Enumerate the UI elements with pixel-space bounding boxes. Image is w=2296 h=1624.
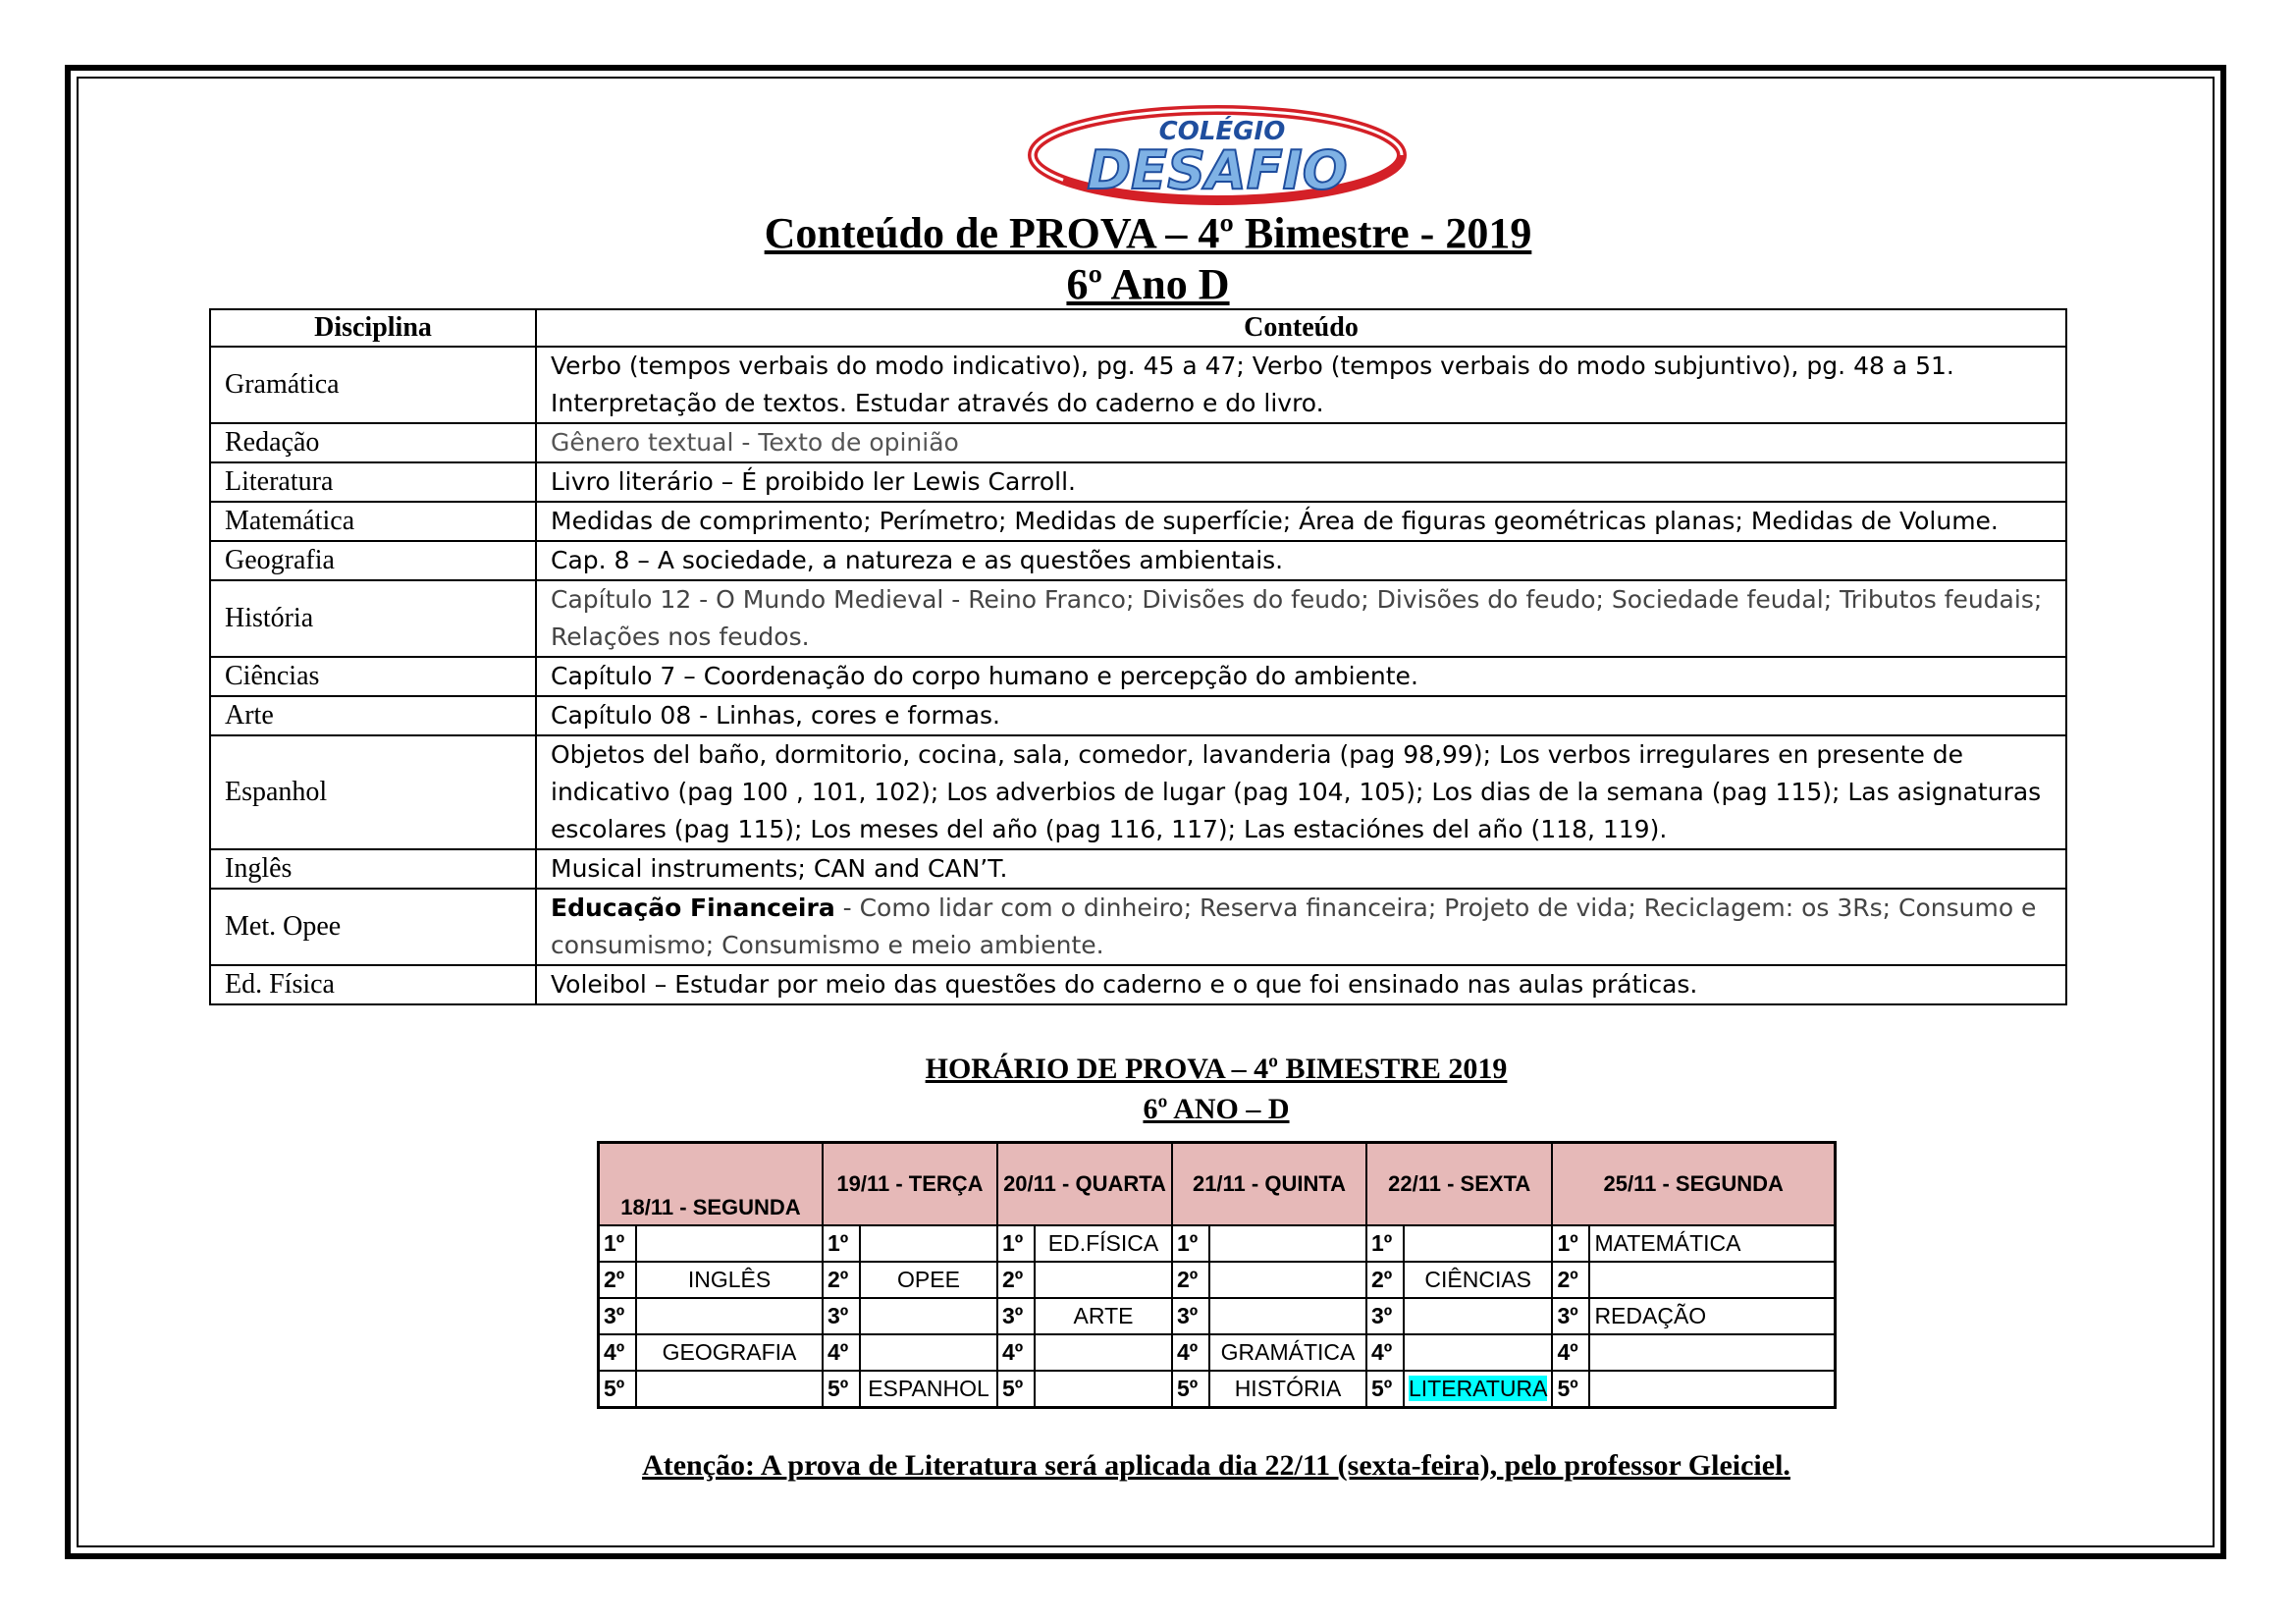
- day-header: 18/11 - SEGUNDA: [599, 1143, 824, 1226]
- schedule-row: [599, 1298, 1836, 1334]
- period-label: 4º: [1172, 1334, 1209, 1371]
- period-label: 5º: [1172, 1371, 1209, 1408]
- schedule-cell: GEOGRAFIA: [636, 1334, 823, 1371]
- discipline-content: Objetos del baño, dormitorio, cocina, sala, comedor, lavanderia (pag 98,99); Los verbos irregulares en presente de indicativo (pag 100 , 101, 102); Los adverbios de lugar (pag 104, 105); Los dias de la semana (pag 115); Las asignaturas escolares (pag 115); Los meses del año (pag 116, 117); Las estaciónes del año (118, 119).: [536, 735, 2066, 849]
- discipline-content: Verbo (tempos verbais do modo indicativo), pg. 45 a 47; Verbo (tempos verbais do modo subjuntivo), pg. 48 a 51. Interpretação de textos. Estudar através do caderno e do livro.: [536, 347, 2066, 423]
- content-table-header: [210, 309, 2066, 347]
- table-row: [210, 580, 2066, 657]
- schedule-cell: [1209, 1225, 1366, 1262]
- period-label: 4º: [599, 1334, 637, 1371]
- day-header: 25/11 - SEGUNDA: [1552, 1143, 1835, 1226]
- school-logo: [1026, 98, 1409, 206]
- discipline-content: Gênero textual - Texto de opinião: [536, 423, 2066, 462]
- schedule-cell: [1209, 1262, 1366, 1298]
- period-label: 3º: [1552, 1298, 1589, 1334]
- table-row: [210, 347, 2066, 423]
- period-label: 3º: [1366, 1298, 1404, 1334]
- period-label: 4º: [1552, 1334, 1589, 1371]
- period-label: 1º: [1552, 1225, 1589, 1262]
- header-conteudo: Conteúdo: [536, 309, 2066, 347]
- discipline-content: Medidas de comprimento; Perímetro; Medidas de superfície; Área de figuras geométricas planas; Medidas de Volume.: [536, 502, 2066, 541]
- discipline-name: Met. Opee: [210, 889, 536, 965]
- discipline-name: Matemática: [210, 502, 536, 541]
- schedule-cell: [1404, 1334, 1552, 1371]
- period-label: 3º: [599, 1298, 637, 1334]
- table-row: [210, 849, 2066, 889]
- discipline-content: Livro literário – É proibido ler Lewis Carroll.: [536, 462, 2066, 502]
- page-subtitle: 6º Ano D: [1066, 260, 1230, 308]
- period-label: 5º: [1552, 1371, 1589, 1408]
- schedule-subtitle: 6º ANO – D: [1143, 1093, 1290, 1125]
- schedule-cell: ESPANHOL: [860, 1371, 997, 1408]
- schedule-cell: [1209, 1298, 1366, 1334]
- table-row: [210, 965, 2066, 1004]
- discipline-content: Capítulo 7 – Coordenação do corpo humano e percepção do ambiente.: [536, 657, 2066, 696]
- schedule-cell: GRAMÁTICA: [1209, 1334, 1366, 1371]
- period-label: 5º: [823, 1371, 860, 1408]
- period-label: 4º: [997, 1334, 1035, 1371]
- schedule-table: [597, 1141, 1837, 1409]
- period-label: 1º: [823, 1225, 860, 1262]
- schedule-title: HORÁRIO DE PROVA – 4º BIMESTRE 2019: [925, 1053, 1508, 1085]
- discipline-name: Ciências: [210, 657, 536, 696]
- period-label: 5º: [599, 1371, 637, 1408]
- period-label: 4º: [1366, 1334, 1404, 1371]
- schedule-cell: INGLÊS: [636, 1262, 823, 1298]
- svg-text:COLÉGIO: COLÉGIO: [1158, 117, 1286, 146]
- period-label: 1º: [1172, 1225, 1209, 1262]
- schedule-cell: [1589, 1334, 1835, 1371]
- schedule-row: [599, 1262, 1836, 1298]
- schedule-row: [599, 1371, 1836, 1408]
- schedule-cell: [1035, 1371, 1172, 1408]
- day-header: 21/11 - QUINTA: [1172, 1143, 1366, 1226]
- table-row: [210, 696, 2066, 735]
- schedule-cell: [636, 1371, 823, 1408]
- day-header: 20/11 - QUARTA: [997, 1143, 1172, 1226]
- discipline-name: Inglês: [210, 849, 536, 889]
- schedule-cell: CIÊNCIAS: [1404, 1262, 1552, 1298]
- period-label: 3º: [997, 1298, 1035, 1334]
- schedule-cell: [1035, 1262, 1172, 1298]
- schedule-cell: REDAÇÃO: [1589, 1298, 1835, 1334]
- period-label: 1º: [997, 1225, 1035, 1262]
- schedule-cell: [860, 1225, 997, 1262]
- schedule-cell: [860, 1334, 997, 1371]
- discipline-name: Literatura: [210, 462, 536, 502]
- schedule-row: [599, 1225, 1836, 1262]
- schedule-row: [599, 1334, 1836, 1371]
- attention-note: Atenção: A prova de Literatura será aplicada dia 22/11 (sexta-feira), pelo professor Gleiciel.: [642, 1449, 1790, 1482]
- period-label: 2º: [599, 1262, 637, 1298]
- schedule-cell: [1589, 1262, 1835, 1298]
- discipline-name: Espanhol: [210, 735, 536, 849]
- table-row: [210, 657, 2066, 696]
- discipline-content: Cap. 8 – A sociedade, a natureza e as questões ambientais.: [536, 541, 2066, 580]
- period-label: 5º: [997, 1371, 1035, 1408]
- discipline-name: Gramática: [210, 347, 536, 423]
- table-row: [210, 423, 2066, 462]
- table-row: [210, 502, 2066, 541]
- period-label: 3º: [823, 1298, 860, 1334]
- discipline-content: Capítulo 12 - O Mundo Medieval - Reino Franco; Divisões do feudo; Divisões do feudo; Sociedade feudal; Tributos feudais; Relações nos feudos.: [536, 580, 2066, 657]
- discipline-content: Voleibol – Estudar por meio das questões do caderno e o que foi ensinado nas aulas práticas.: [536, 965, 2066, 1004]
- period-label: 4º: [823, 1334, 860, 1371]
- discipline-name: Ed. Física: [210, 965, 536, 1004]
- discipline-name: Geografia: [210, 541, 536, 580]
- content-table: [209, 308, 2067, 1005]
- discipline-content: Capítulo 08 - Linhas, cores e formas.: [536, 696, 2066, 735]
- period-label: 2º: [1552, 1262, 1589, 1298]
- period-label: 5º: [1366, 1371, 1404, 1408]
- schedule-cell: [1404, 1298, 1552, 1334]
- schedule-cell: MATEMÁTICA: [1589, 1225, 1835, 1262]
- schedule-cell: [636, 1298, 823, 1334]
- svg-text:DESAFIO: DESAFIO: [1087, 139, 1348, 201]
- day-header: 22/11 - SEXTA: [1366, 1143, 1552, 1226]
- schedule-cell: [1035, 1334, 1172, 1371]
- highlighted-subject: LITERATURA: [1409, 1376, 1548, 1401]
- period-label: 2º: [997, 1262, 1035, 1298]
- period-label: 2º: [1172, 1262, 1209, 1298]
- schedule-cell: [1589, 1371, 1835, 1408]
- table-row: [210, 462, 2066, 502]
- period-label: 1º: [599, 1225, 637, 1262]
- discipline-content: Musical instruments; CAN and CAN’T.: [536, 849, 2066, 889]
- discipline-name: História: [210, 580, 536, 657]
- discipline-name: Arte: [210, 696, 536, 735]
- page-title: Conteúdo de PROVA – 4º Bimestre - 2019: [764, 209, 1532, 257]
- schedule-cell: [636, 1225, 823, 1262]
- header-disciplina: Disciplina: [210, 309, 536, 347]
- schedule-cell: HISTÓRIA: [1209, 1371, 1366, 1408]
- schedule-cell: ARTE: [1035, 1298, 1172, 1334]
- schedule-cell-literatura: [1404, 1371, 1552, 1408]
- period-label: 2º: [1366, 1262, 1404, 1298]
- discipline-content-bold: Educação Financeira: [551, 893, 835, 922]
- schedule-cell: OPEE: [860, 1262, 997, 1298]
- day-header: 19/11 - TERÇA: [823, 1143, 997, 1226]
- discipline-content-rest: - Como lidar com o dinheiro; Reserva financeira; Projeto de vida; Reciclagem: os 3Rs; Consumo e consumismo; Consumismo e meio ambiente.: [551, 893, 2037, 959]
- table-row: [210, 889, 2066, 965]
- period-label: 3º: [1172, 1298, 1209, 1334]
- schedule-cell: [1404, 1225, 1552, 1262]
- period-label: 2º: [823, 1262, 860, 1298]
- schedule-header-row: [599, 1143, 1836, 1226]
- discipline-name: Redação: [210, 423, 536, 462]
- period-label: 1º: [1366, 1225, 1404, 1262]
- discipline-content: [536, 889, 2066, 965]
- schedule-cell: [860, 1298, 997, 1334]
- schedule-cell: ED.FÍSICA: [1035, 1225, 1172, 1262]
- table-row: [210, 541, 2066, 580]
- table-row: [210, 735, 2066, 849]
